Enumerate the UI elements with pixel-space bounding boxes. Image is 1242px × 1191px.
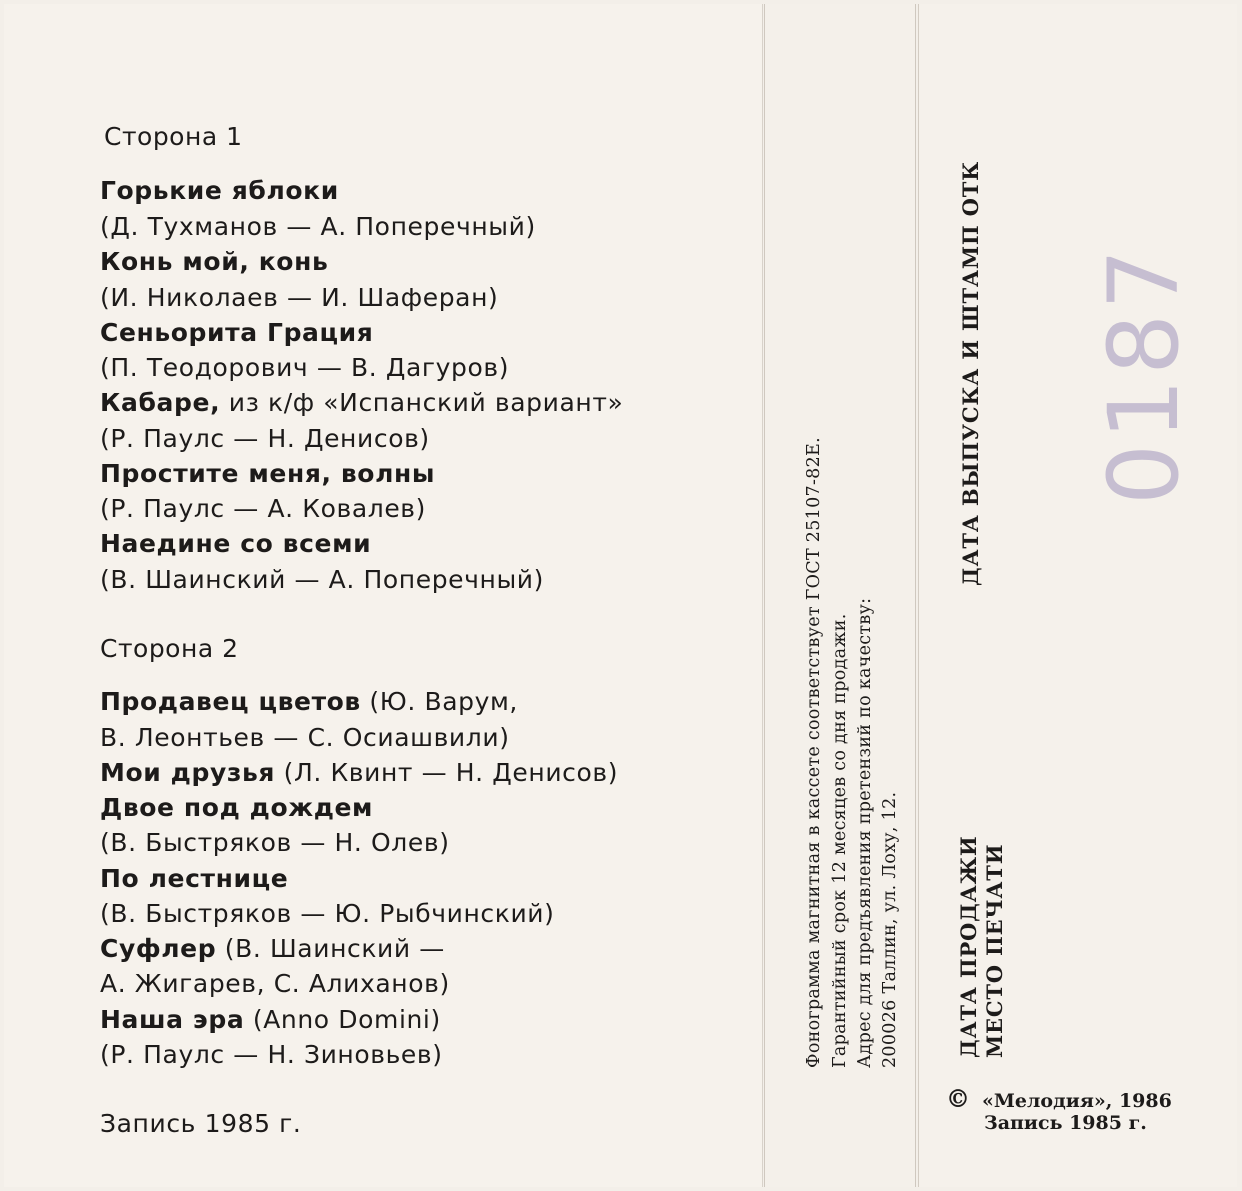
track-credits: (П. Теодорович — В. Дагуров) bbox=[100, 353, 510, 382]
track-title: Мои друзья bbox=[100, 758, 276, 787]
copyright-icon: © bbox=[946, 1084, 970, 1113]
track-credits: А. Жигарев, С. Алиханов) bbox=[100, 969, 450, 998]
spine-address: 200026 Таллин, ул. Лоху, 12. bbox=[880, 791, 900, 1068]
track-credits: (Anno Domini) bbox=[244, 1005, 441, 1034]
list-item bbox=[100, 934, 445, 963]
otk-stamp-label: ДАТА ВЫПУСКА И ШТАМП ОТК bbox=[958, 160, 983, 586]
list-item bbox=[100, 969, 450, 998]
track-title: Двое под дождем bbox=[100, 793, 374, 822]
spine-warranty-line: Гарантийный срок 12 месяцев со дня продажи. bbox=[830, 613, 850, 1068]
flap-recording-year: Запись 1985 г. bbox=[984, 1112, 1147, 1134]
track-credits: (В. Шаинский — bbox=[216, 934, 445, 963]
track-title: Сеньорита Грация bbox=[100, 318, 374, 347]
track-title: Продавец цветов bbox=[100, 687, 361, 716]
track-credits: (В. Шаинский — А. Поперечный) bbox=[100, 565, 544, 594]
track-credits: В. Леонтьев — С. Осиашвили) bbox=[100, 723, 510, 752]
stamp-place-label: МЕСТО ПЕЧАТИ bbox=[982, 843, 1007, 1058]
list-item bbox=[100, 864, 288, 893]
track-credits: (В. Быстряков — Н. Олев) bbox=[100, 828, 450, 857]
track-credits: (Р. Паулс — Н. Денисов) bbox=[100, 424, 430, 453]
list-item bbox=[100, 1005, 441, 1034]
track-note: из к/ф «Испанский вариант» bbox=[220, 388, 624, 417]
track-credits: (Р. Паулс — Н. Зиновьев) bbox=[100, 1040, 443, 1069]
list-item bbox=[100, 758, 618, 787]
track-title: Кабаре, bbox=[100, 388, 221, 417]
list-item bbox=[100, 828, 450, 857]
spine-gost-line: Фонограмма магнитная в кассете соответствует ГОСТ 25107-82Е. bbox=[804, 437, 824, 1068]
track-credits: (В. Быстряков — Ю. Рыбчинский) bbox=[100, 899, 555, 928]
track-title-line bbox=[100, 388, 623, 417]
track-credits: (Л. Квинт — Н. Денисов) bbox=[275, 758, 619, 787]
track-title: Простите меня, волны bbox=[100, 459, 436, 488]
copyright-text: «Мелодия», 1986 bbox=[982, 1090, 1172, 1112]
list-item bbox=[100, 1040, 443, 1069]
list-item bbox=[100, 899, 555, 928]
track-credits: (И. Николаев — И. Шаферан) bbox=[100, 283, 499, 312]
track-title: По лестнице bbox=[100, 864, 289, 893]
otk-stamp bbox=[1088, 244, 1242, 617]
list-item bbox=[100, 723, 510, 752]
track-title: Наедине со всеми bbox=[100, 529, 372, 558]
copyright-line bbox=[946, 1084, 1172, 1113]
side2-title: Сторона 2 bbox=[100, 634, 239, 663]
track-credits: (Ю. Варум, bbox=[360, 687, 518, 716]
track-title: Наша эра bbox=[100, 1005, 245, 1034]
otk-stamp-number: 0187 bbox=[1088, 244, 1200, 505]
track-title: Горькие яблоки bbox=[100, 176, 339, 205]
sale-date-label: ДАТА ПРОДАЖИ bbox=[956, 835, 981, 1058]
recording-year: Запись 1985 г. bbox=[100, 1109, 302, 1138]
track-title: Конь мой, конь bbox=[100, 247, 329, 276]
track-credits: (Р. Паулс — А. Ковалев) bbox=[100, 494, 426, 523]
side1-title: Сторона 1 bbox=[104, 122, 243, 151]
list-item bbox=[100, 793, 373, 822]
list-item bbox=[100, 687, 518, 716]
track-title: Суфлер bbox=[100, 934, 217, 963]
track-credits: (Д. Тухманов — А. Поперечный) bbox=[100, 212, 536, 241]
spine-address-label: Адрес для предъявления претензий по качеству: bbox=[855, 597, 875, 1068]
